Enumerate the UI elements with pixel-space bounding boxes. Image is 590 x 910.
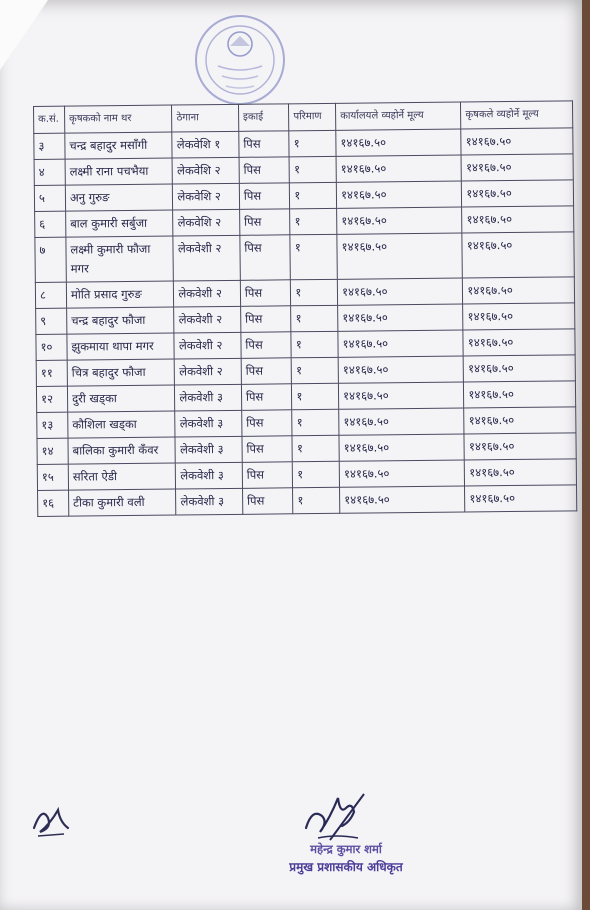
quantity-cell: १ bbox=[292, 435, 339, 461]
official-seal-stamp bbox=[190, 10, 290, 110]
farmer-cost-cell: १४१६७.५० bbox=[462, 232, 574, 278]
office-cost-cell: १४१६७.५० bbox=[337, 278, 463, 305]
serial-number-cell: १२ bbox=[36, 386, 67, 412]
quantity-cell: १ bbox=[289, 156, 336, 182]
serial-number-cell: ६ bbox=[35, 211, 66, 237]
farmer-name-cell: सरिता ऐडी bbox=[68, 463, 176, 490]
quantity-cell: १ bbox=[290, 182, 337, 208]
address-cell: लेकवेशी ३ bbox=[176, 462, 243, 489]
signatory-name: महेन्द्र कुमार शर्मा bbox=[310, 842, 382, 856]
quantity-cell: १ bbox=[291, 279, 338, 305]
address-cell: लेकवेशी ३ bbox=[175, 436, 242, 463]
table-body bbox=[34, 128, 577, 517]
address-cell: लेकवेशि २ bbox=[173, 209, 240, 236]
farmer-cost-cell: १४१६७.५० bbox=[464, 355, 576, 382]
farmer-cost-cell: १४१६७.५० bbox=[462, 206, 574, 233]
quantity-cell: १ bbox=[290, 208, 337, 234]
farmer-cost-cell: १४१६७.५० bbox=[464, 433, 576, 460]
header-farmer-cost: कृषकले व्यहोर्ने मूल्य bbox=[461, 101, 573, 129]
header-quantity: परिमाण bbox=[289, 103, 336, 130]
beneficiary-table bbox=[33, 100, 577, 517]
serial-number-cell: ४ bbox=[34, 159, 65, 185]
farmer-name-cell: अनु गुरुङ bbox=[65, 184, 173, 211]
farmer-name-cell: झुकमाया थापा मगर bbox=[67, 333, 175, 360]
quantity-cell: १ bbox=[292, 409, 339, 435]
handwritten-signature bbox=[296, 788, 372, 846]
serial-number-cell: १४ bbox=[37, 438, 68, 464]
farmer-name-cell: मोति प्रसाद गुरुङ bbox=[66, 281, 174, 308]
farmer-cost-cell: १४१६७.५० bbox=[463, 277, 575, 304]
unit-cell: पिस bbox=[240, 306, 291, 333]
folded-corner bbox=[0, 0, 48, 70]
office-cost-cell: १४१६७.५० bbox=[336, 155, 462, 182]
header-address: ठेगाना bbox=[172, 104, 239, 132]
unit-cell: पिस bbox=[242, 462, 293, 489]
address-cell: लेकवेशी २ bbox=[174, 306, 241, 333]
address-cell: लेकवेशी २ bbox=[175, 358, 242, 385]
office-cost-cell: १४१६७.५० bbox=[339, 460, 465, 487]
serial-number-cell: १५ bbox=[37, 464, 68, 490]
serial-number-cell: ८ bbox=[35, 282, 66, 308]
farmer-cost-cell: १४१६७.५० bbox=[462, 180, 574, 207]
farmer-cost-cell: १४१६७.५० bbox=[463, 303, 575, 330]
unit-cell: पिस bbox=[239, 183, 290, 210]
farmer-name-cell: लक्ष्मी कुमारी फौजा मगर bbox=[66, 236, 174, 282]
quantity-cell: १ bbox=[292, 383, 339, 409]
farmer-name-cell: दुरी खड्का bbox=[67, 385, 175, 412]
address-cell: लेकवेशि २ bbox=[173, 183, 240, 210]
table-row bbox=[35, 232, 574, 283]
farmer-name-cell: बालिका कुमारी कँवर bbox=[68, 437, 176, 464]
farmer-name-cell: चन्द्र बहादुर फौजा bbox=[67, 307, 175, 334]
office-cost-cell: १४१६७.५० bbox=[340, 486, 466, 513]
unit-cell: पिस bbox=[239, 157, 290, 184]
serial-number-cell: ७ bbox=[35, 237, 66, 282]
serial-number-cell: ५ bbox=[34, 185, 65, 211]
unit-cell: पिस bbox=[241, 384, 292, 411]
office-cost-cell: १४१६७.५० bbox=[339, 382, 465, 409]
office-cost-cell: १४१६७.५० bbox=[338, 304, 464, 331]
farmer-name-cell: कौशिला खड्का bbox=[68, 411, 176, 438]
handwritten-initials bbox=[28, 798, 78, 840]
unit-cell: पिस bbox=[242, 488, 293, 515]
office-cost-cell: १४१६७.५० bbox=[337, 207, 463, 234]
address-cell: लेकवेशि २ bbox=[173, 157, 240, 184]
farmer-name-cell: चन्द्र बहादुर मसाँगी bbox=[65, 132, 173, 159]
farmer-name-cell: लक्ष्मी राना पचभैया bbox=[65, 158, 173, 185]
serial-number-cell: १३ bbox=[37, 412, 68, 438]
farmer-name-cell: टीका कुमारी वली bbox=[68, 489, 176, 516]
header-unit: इकाई bbox=[238, 104, 289, 132]
unit-cell: पिस bbox=[240, 280, 291, 307]
farmer-cost-cell: १४१६७.५० bbox=[465, 459, 577, 486]
serial-number-cell: ११ bbox=[36, 360, 67, 386]
office-cost-cell: १४१६७.५० bbox=[336, 129, 462, 156]
quantity-cell: १ bbox=[291, 357, 338, 383]
office-cost-cell: १४१६७.५० bbox=[338, 330, 464, 357]
serial-number-cell: १० bbox=[36, 334, 67, 360]
address-cell: लेकवेशी ३ bbox=[175, 384, 242, 411]
quantity-cell: १ bbox=[291, 305, 338, 331]
office-cost-cell: १४१६७.५० bbox=[338, 356, 464, 383]
signatory-block bbox=[266, 840, 426, 876]
header-office-cost: कार्यालयले व्यहोर्ने मूल्य bbox=[336, 102, 462, 130]
farmer-cost-cell: १४१६७.५० bbox=[464, 381, 576, 408]
unit-cell: पिस bbox=[239, 131, 290, 158]
office-cost-cell: १४१६७.५० bbox=[336, 181, 462, 208]
farmer-name-cell: बाल कुमारी सर्बुजा bbox=[66, 210, 174, 237]
address-cell: लेकवेशी ३ bbox=[175, 410, 242, 437]
quantity-cell: १ bbox=[293, 487, 340, 513]
address-cell: लेकवेशि १ bbox=[172, 131, 239, 158]
address-cell: लेकवेशी २ bbox=[174, 280, 241, 307]
header-serial-number: क.सं. bbox=[34, 106, 65, 133]
office-cost-cell: १४१६७.५० bbox=[339, 408, 465, 435]
header-farmer-name: कृषकको नाम थर bbox=[64, 105, 172, 133]
table-row bbox=[38, 485, 577, 517]
unit-cell: पिस bbox=[242, 410, 293, 437]
serial-number-cell: ९ bbox=[36, 308, 67, 334]
quantity-cell: १ bbox=[293, 461, 340, 487]
quantity-cell: १ bbox=[289, 130, 336, 156]
address-cell: लेकवेशी ३ bbox=[176, 488, 243, 515]
serial-number-cell: ३ bbox=[34, 133, 65, 159]
address-cell: लेकवेशी २ bbox=[174, 332, 241, 359]
farmer-cost-cell: १४१६७.५० bbox=[463, 329, 575, 356]
quantity-cell: १ bbox=[290, 234, 337, 279]
farmer-name-cell: चित्र बहादुर फौजा bbox=[67, 359, 175, 386]
quantity-cell: १ bbox=[291, 331, 338, 357]
farmer-cost-cell: १४१६७.५० bbox=[461, 154, 573, 181]
unit-cell: पिस bbox=[240, 235, 291, 281]
farmer-cost-cell: १४१६७.५० bbox=[464, 407, 576, 434]
serial-number-cell: १६ bbox=[38, 490, 69, 516]
farmer-cost-cell: १४१६७.५० bbox=[461, 128, 573, 155]
unit-cell: पिस bbox=[241, 332, 292, 359]
unit-cell: पिस bbox=[241, 358, 292, 385]
office-cost-cell: १४१६७.५० bbox=[339, 434, 465, 461]
unit-cell: पिस bbox=[239, 209, 290, 236]
farmer-cost-cell: १४१६७.५० bbox=[465, 485, 577, 512]
unit-cell: पिस bbox=[242, 436, 293, 463]
signatory-title: प्रमुख प्रशासकीय अधिकृत bbox=[289, 860, 403, 874]
office-cost-cell: १४१६७.५० bbox=[337, 233, 463, 279]
address-cell: लेकवेशी २ bbox=[173, 235, 240, 281]
